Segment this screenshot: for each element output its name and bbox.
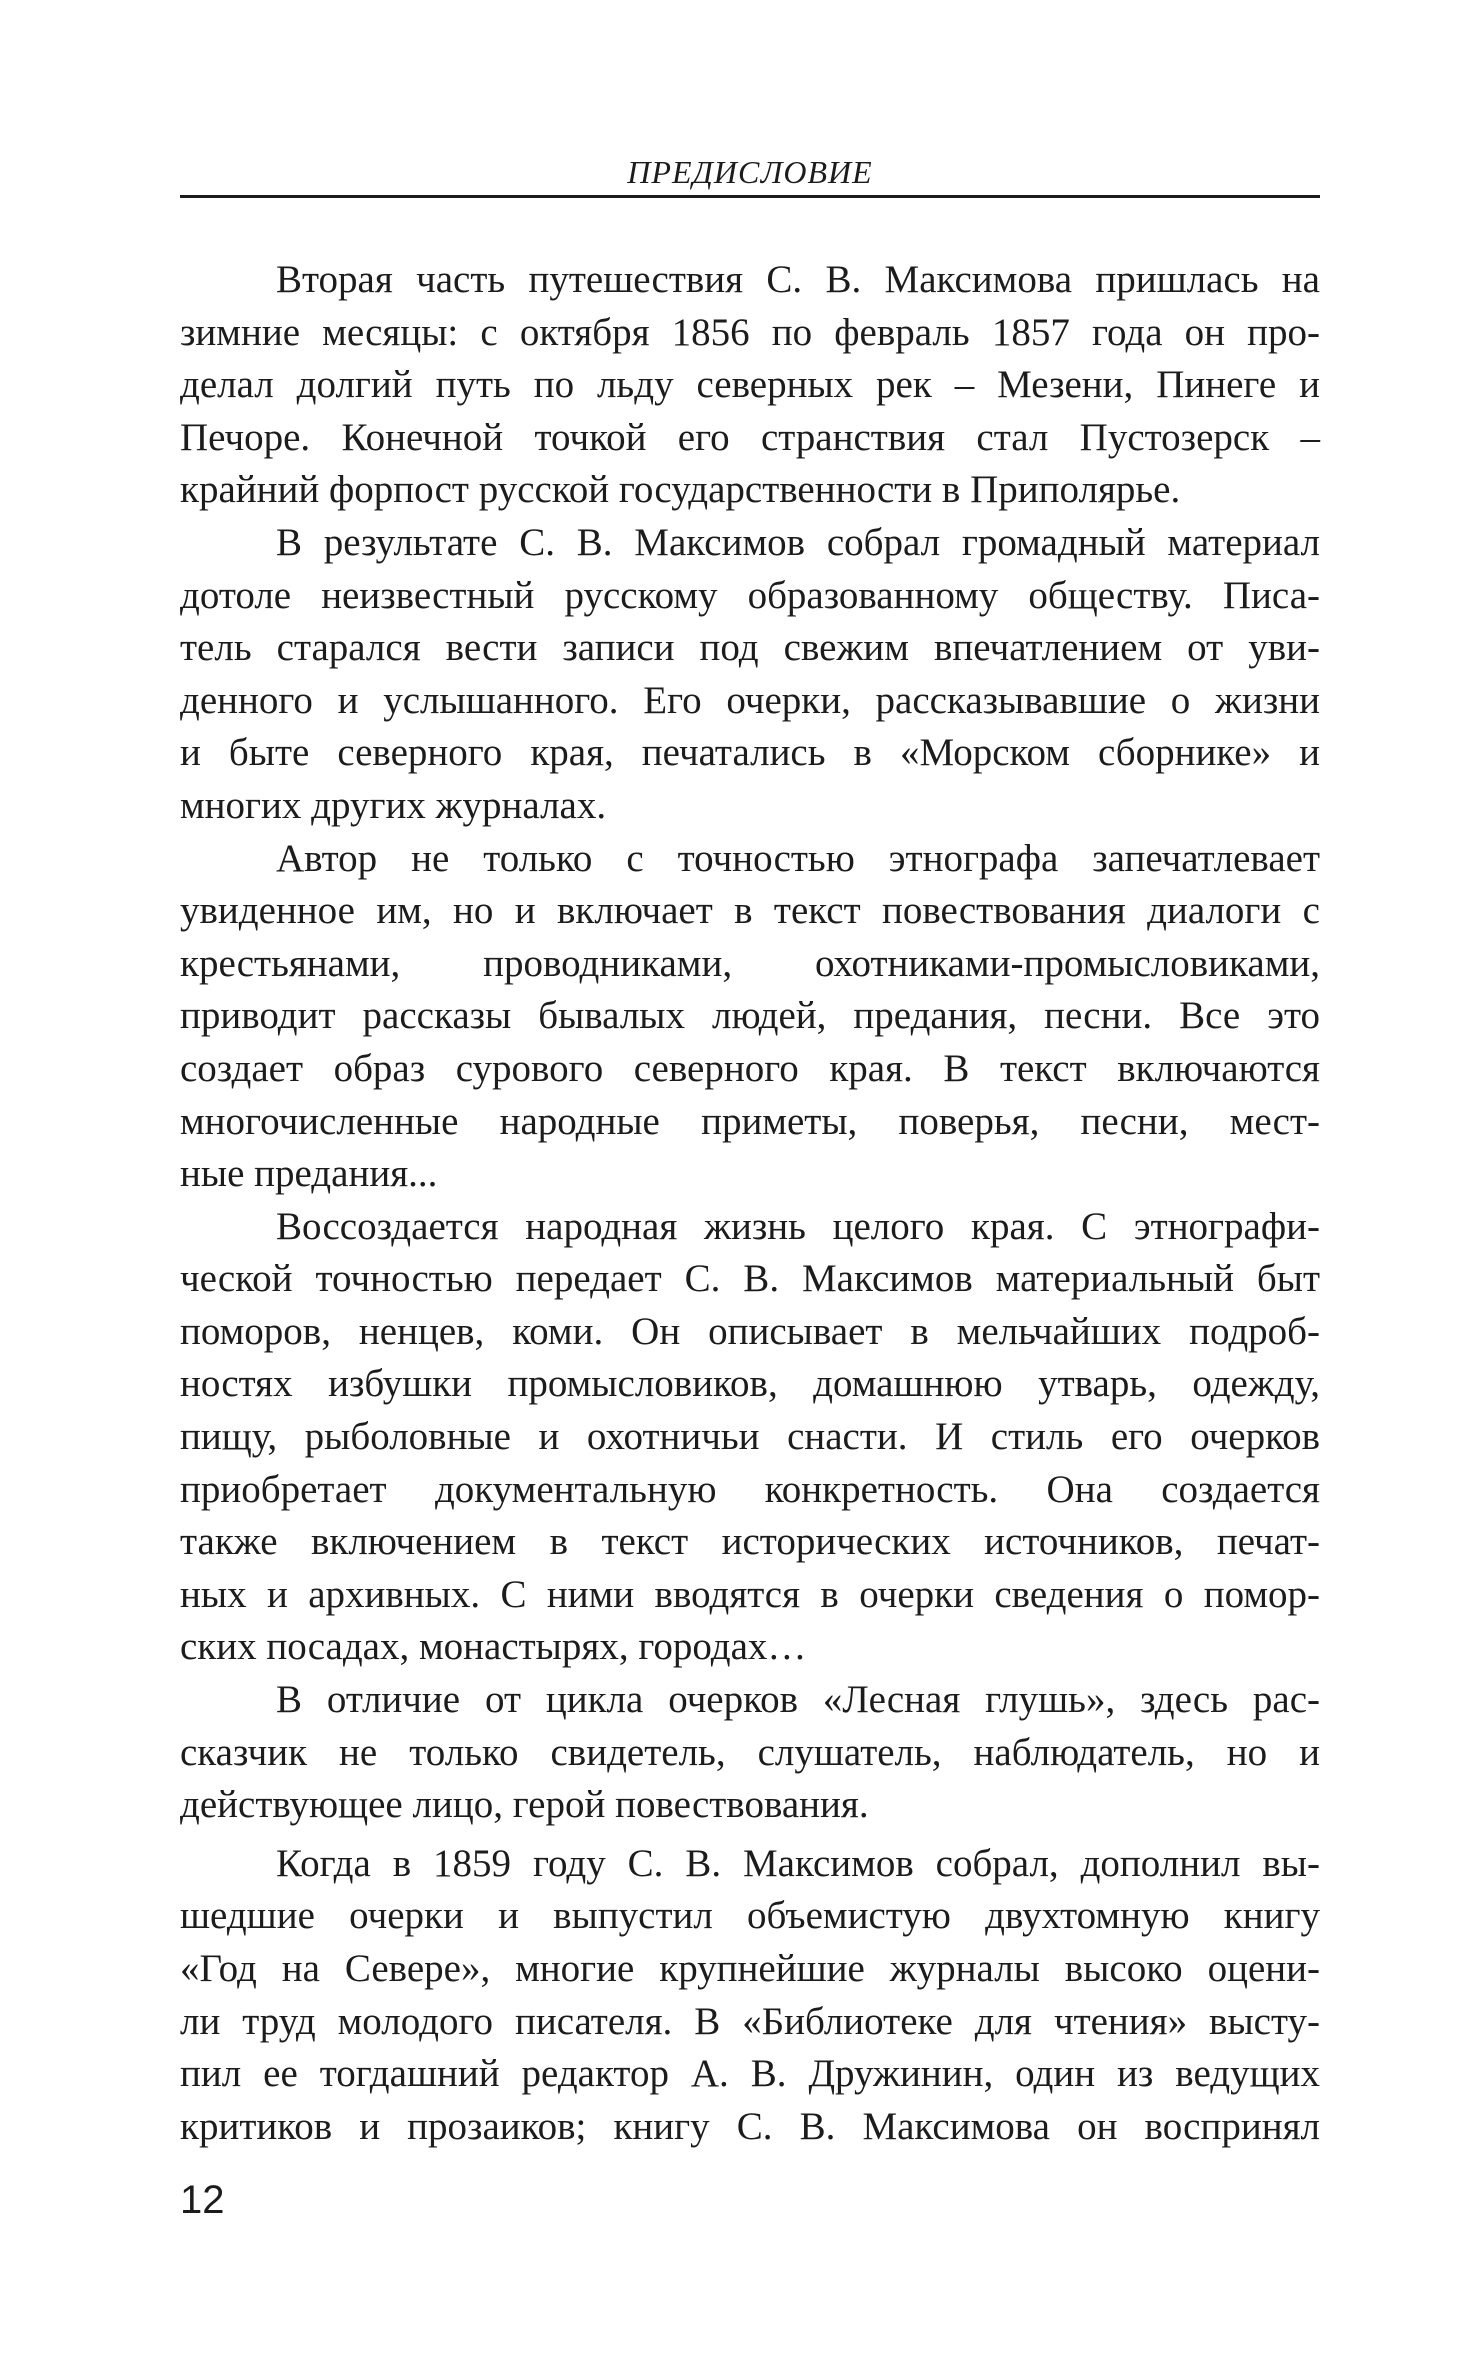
paragraph-1: [180, 254, 1320, 517]
text-line: ные предания...: [180, 1152, 438, 1196]
text-line: ли труд молодого писателя. В «Библиотеке для чтения» высту-: [180, 1999, 1320, 2043]
text-line: увиденное им, но и включает в текст повествования диалоги с: [180, 889, 1320, 933]
text-line: Автор не только с точностью этнографа запечатлевает: [276, 836, 1320, 880]
text-line: В отличие от цикла очерков «Лесная глушь», здесь рас-: [276, 1678, 1320, 1722]
text-line: приводит рассказы бывалых людей, предания, песни. Все это: [180, 994, 1320, 1038]
text-line: действующее лицо, герой повествования.: [180, 1783, 869, 1827]
text-line: пил ее тогдашний редактор А. В. Дружинин, один из ведущих: [180, 2052, 1320, 2096]
text-line: сказчик не только свидетель, слушатель, наблюдатель, но и: [180, 1730, 1320, 1774]
text-line: В результате С. В. Максимов собрал громадный материал: [276, 520, 1320, 564]
paragraph-3: [180, 833, 1320, 1201]
paragraph-5: [180, 1674, 1320, 1832]
text-line: Вторая часть путешествия С. В. Максимова пришлась на: [276, 258, 1320, 301]
text-line: создает образ сурового северного края. В текст включаются: [180, 1046, 1320, 1090]
text-line: «Год на Севере», многие крупнейшие журналы высоко оцени-: [180, 1947, 1320, 1990]
text-line: ских посадах, монастырях, городах…: [180, 1625, 807, 1669]
text-line: многих других журналах.: [180, 783, 607, 827]
body-text: [180, 254, 1320, 2153]
text-line: делал долгий путь по льду северных рек – Мезени, Пинеге и: [180, 363, 1320, 407]
header-rule: [180, 195, 1320, 198]
text-line: ческой точностью передает С. В. Максимов материальный быт: [180, 1257, 1320, 1301]
text-line: пищу, рыболовные и охотничьи снасти. И стиль его очерков: [180, 1415, 1320, 1459]
text-line: дотоле неизвестный русскому образованному обществу. Писа-: [180, 573, 1320, 617]
paragraph-2: [180, 517, 1320, 833]
text-line: также включением в текст исторических источников, печат-: [180, 1520, 1320, 1564]
text-line: и быте северного края, печатались в «Морском сборнике» и: [180, 731, 1320, 775]
text-line: критиков и прозаиков; книгу С. В. Максимова он воспринял: [180, 2104, 1320, 2148]
text-line: ных и архивных. С ними вводятся в очерки сведения о помор-: [180, 1572, 1320, 1616]
text-line: денного и услышанного. Его очерки, рассказывавшие о жизни: [180, 678, 1320, 722]
text-line: многочисленные народные приметы, поверья, песни, мест-: [180, 1099, 1320, 1143]
text-line: Воссоздается народная жизнь целого края. С этнографи-: [276, 1204, 1320, 1248]
text-line: крестьянами, проводниками, охотниками-промысловиками,: [180, 941, 1320, 985]
running-header: ПРЕДИСЛОВИЕ: [627, 154, 873, 190]
text-line: приобретает документальную конкретность. Она создается: [180, 1467, 1320, 1511]
text-line: тель старался вести записи под свежим впечатлением от уви-: [180, 626, 1320, 670]
text-line: ностях избушки промысловиков, домашнюю утварь, одежду,: [180, 1362, 1320, 1406]
text-line: шедшие очерки и выпустил объемистую двухтомную книгу: [180, 1894, 1320, 1938]
page-number: 12: [180, 2178, 225, 2222]
text-line: Печоре. Конечной точкой его странствия стал Пустозерск –: [180, 415, 1320, 459]
text-line: зимние месяцы: с октября 1856 по февраль 1857 года он про-: [180, 310, 1320, 354]
paragraph-6: [180, 1838, 1320, 2154]
text-line: Когда в 1859 году С. В. Максимов собрал, дополнил вы-: [276, 1841, 1320, 1885]
text-line: поморов, ненцев, коми. Он описывает в мельчайших подроб-: [180, 1309, 1320, 1353]
paragraph-4: [180, 1201, 1320, 1674]
text-line: крайний форпост русской государственности в Приполярье.: [180, 468, 1181, 512]
